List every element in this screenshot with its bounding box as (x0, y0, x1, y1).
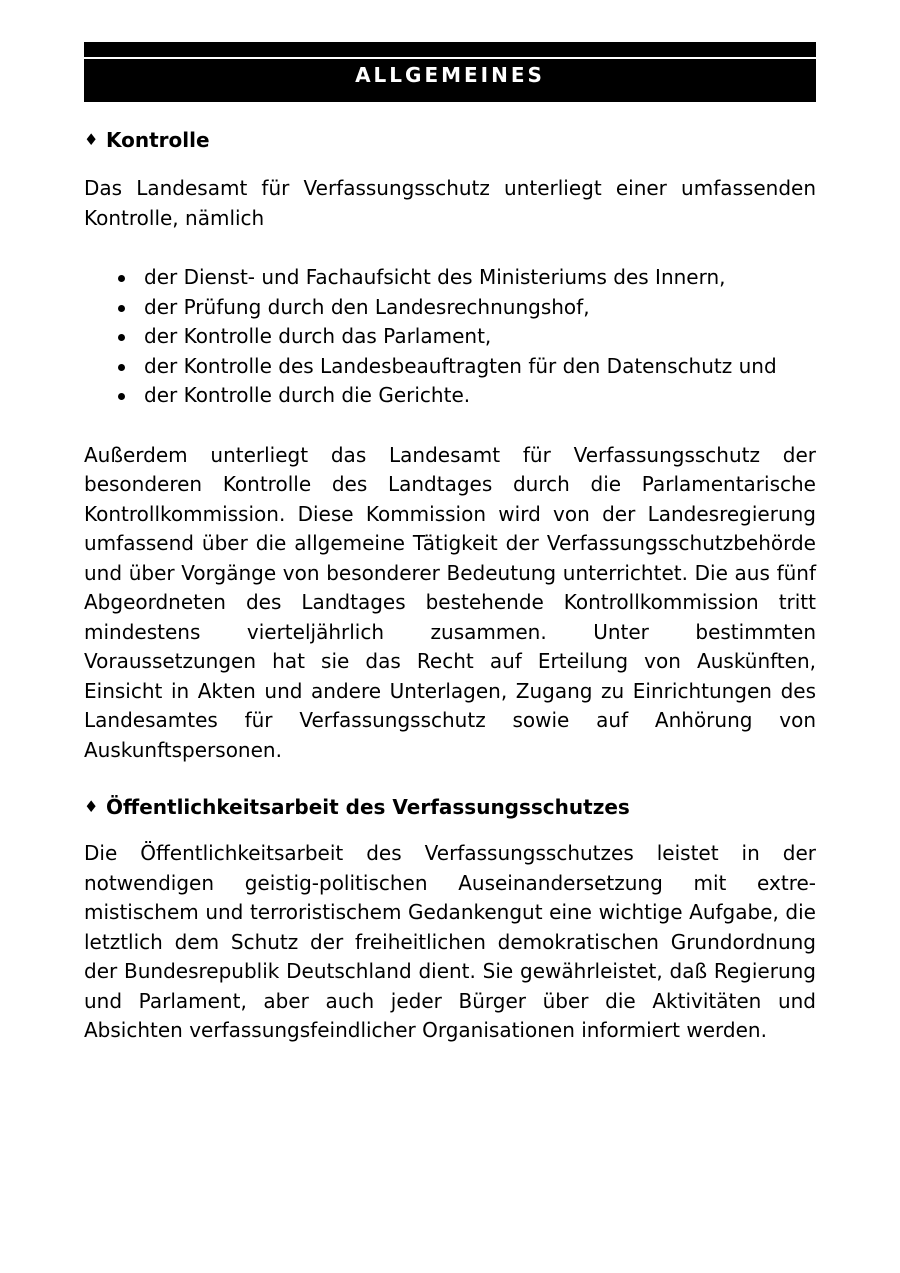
document-page (84, 42, 816, 1046)
list-item-text: der Kontrolle durch die Gerichte. (144, 383, 471, 407)
section-heading-text: Kontrolle (106, 128, 210, 152)
page-title: ALLGEMEINES (355, 63, 545, 87)
list-bullet-icon (118, 305, 125, 312)
list-item (84, 322, 816, 352)
list-bullet-icon (118, 275, 125, 282)
kontrolle-list (84, 263, 816, 411)
diamond-bullet-icon: ♦ (84, 797, 99, 816)
header-rule (84, 57, 816, 59)
section-heading-oeffentlichkeitsarbeit (84, 793, 816, 821)
list-item-text: der Dienst- und Fachaufsicht des Ministeriums des Innern, (144, 265, 726, 289)
section-heading-kontrolle (84, 126, 816, 154)
diamond-bullet-icon: ♦ (84, 130, 99, 149)
kontrolle-paragraph: Außerdem unterliegt das Landesamt für Verfassungsschutz der besonderen Kontrolle des Landtages durch die Parlamentarische Kontrollkommission. Diese Kommission wird von der Landesregierung umfassend über die allgemeine Tätigkeit der Verfassungsschutzbehörde und über Vorgänge von besonderer Bedeutung unterrichtet. Die aus fünf Abgeordneten des Landtages bestehende Kontrollkommission tritt mindestens vierteljährlich zusammen. Unter bestimmten Voraussetzungen hat sie das Recht auf Erteilung von Auskünften, Einsicht in Akten und andere Unterlagen, Zugang zu Einrichtungen des Landesamtes für Verfassungsschutz sowie auf Anhörung von Auskunftspersonen. (84, 442, 816, 762)
list-item-text: der Kontrolle durch das Parlament, (144, 324, 492, 348)
list-bullet-icon (118, 364, 125, 371)
section-header-bar (84, 42, 816, 102)
list-item-text: der Kontrolle des Landesbeauftragten für den Datenschutz und (144, 353, 777, 378)
oeffentlichkeitsarbeit-paragraph: Die Öffentlichkeitsarbeit des Verfassungsschutzes leistet in der notwendigen geistig-politischen Auseinandersetzung mit extremistischem und terroristischem Gedankengut eine wichtige Aufgabe, die letztlich dem Schutz der freiheitlichen demokratischen Grundordnung der Bundesrepublik Deutschland dient. Sie gewährleistet, daß Regierung und Parlament, aber auch jeder Bürger über die Aktivitäten und Absichten verfassungsfeindlicher Organisationen informiert werden. (84, 841, 816, 1042)
list-item (84, 293, 816, 323)
list-item (84, 263, 816, 293)
list-bullet-icon (118, 393, 125, 400)
list-item-text: der Prüfung durch den Landesrechnungshof, (144, 294, 590, 319)
kontrolle-intro: Das Landesamt für Verfassungsschutz unterliegt einer umfassenden Kontrolle, nämlich (84, 176, 816, 230)
list-item (84, 352, 816, 382)
list-item (84, 381, 816, 411)
list-bullet-icon (118, 334, 125, 341)
section-heading-text: Öffentlichkeitsarbeit des Verfassungsschutzes (106, 795, 630, 819)
